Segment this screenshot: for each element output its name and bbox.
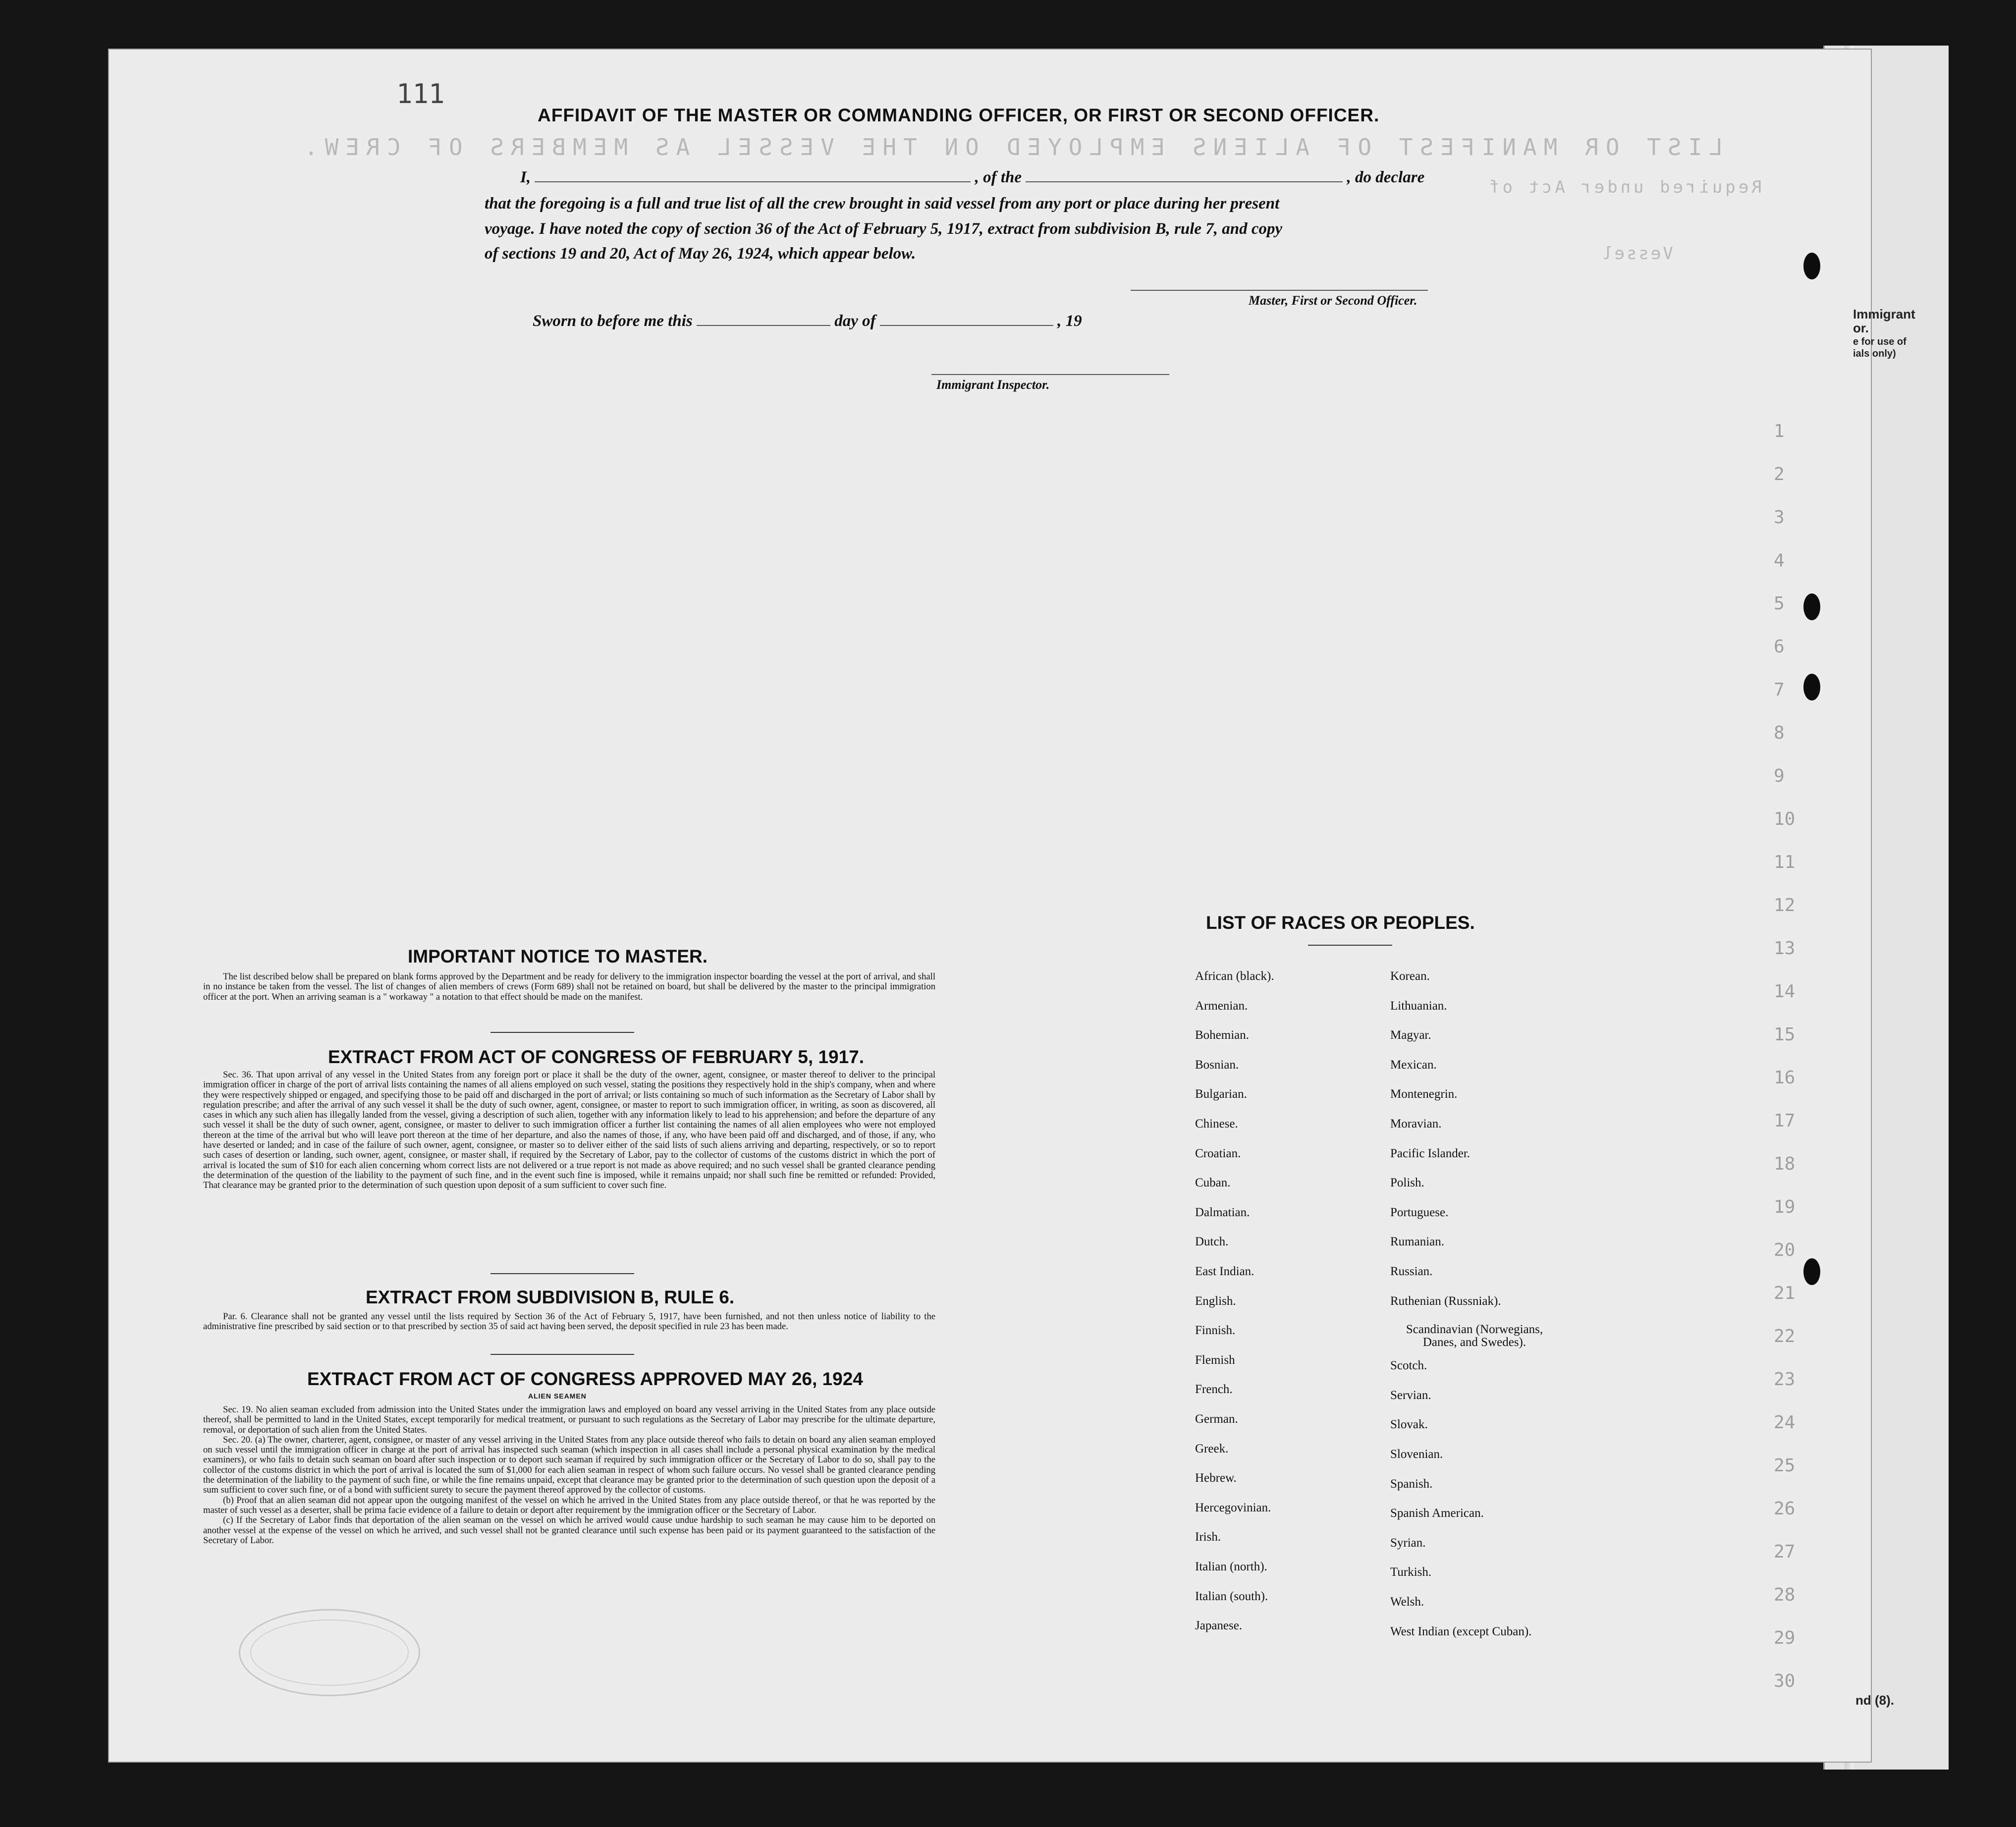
side-note-officials: ials only) — [1853, 348, 1896, 359]
punch-hole — [1803, 593, 1820, 620]
paragraph-6: Par. 6. Clearance shall not be granted any vessel until the lists required by Section 36 of the Act of February 5, 1917, have been furnished, and not then unless notice of liability to the administrative fine prescribed by said section or to that prescribed by section 35 of said act having been served, the deposit specified in rule 23 has been made. — [203, 1311, 935, 1332]
bleed-through-row-number: 30 — [1774, 1671, 1796, 1691]
race-item: Welsh. — [1390, 1595, 1424, 1609]
race-item: Scotch. — [1390, 1359, 1427, 1373]
bleed-through-row-number: 15 — [1774, 1024, 1796, 1045]
sworn-label: Sworn to before me this — [533, 312, 693, 330]
i-label: I, — [520, 168, 531, 186]
race-item: Hercegovinian. — [1195, 1501, 1271, 1514]
divider — [490, 1354, 634, 1355]
inspector-caption: Immigrant Inspector. — [936, 377, 1050, 392]
bleed-through-row-number: 11 — [1774, 852, 1796, 872]
race-item: Magyar. — [1390, 1028, 1431, 1042]
sworn-month-blank[interactable] — [880, 325, 1053, 326]
race-item: Turkish. — [1390, 1565, 1432, 1579]
bleed-through-vessel: Vessel — [1600, 244, 1673, 264]
race-item: Montenegrin. — [1390, 1087, 1458, 1101]
race-item: Ruthenian (Russniak). — [1390, 1294, 1501, 1308]
bleed-through-row-number: 26 — [1774, 1499, 1796, 1519]
rule-6-title: EXTRACT FROM SUBDIVISION B, RULE 6. — [366, 1287, 735, 1307]
races-title: LIST OF RACES OR PEOPLES. — [1206, 913, 1475, 933]
race-item: Russian. — [1390, 1265, 1433, 1278]
vessel-name-blank[interactable] — [1026, 181, 1343, 182]
race-item: Spanish. — [1390, 1477, 1433, 1491]
affidavit-line-3: voyage. I have noted the copy of section 36 of the Act of February 5, 1917, extract from subdivision B, rule 7, and copy — [485, 220, 1283, 238]
bleed-through-header: LIST OR MANIFEST OF ALIENS EMPLOYED ON THE VESSEL AS MEMBERS OF CREW. — [297, 134, 1723, 161]
punch-hole — [1803, 674, 1820, 700]
sheet-number: 111 — [396, 78, 445, 109]
race-item: Italian (north). — [1195, 1560, 1267, 1573]
bleed-through-row-number: 8 — [1774, 723, 1785, 743]
section-36-paragraph: Sec. 36. That upon arrival of any vessel in the United States from any foreign port or place it shall be the duty of the owner, agent, consignee, or master thereof to deliver to the principal immigration officer in charge of the port of arrival lists containing the names of all aliens employed on such vessel, stating the positions they respectively hold in the ship's company, when and where they were respectively shipped or engaged, and specifying those to be paid off and discharged in the port of arrival; or lists containing so much of such information as the Secretary of Labor shall by regulation prescribe; and after the arrival of any such vessel it shall be the duty of such owner, agent, consignee, or master to report to such immigration officer, in writing, as soon as discovered, all cases in which any such alien has illegally landed from the vessel, giving a description of such alien, together with any information likely to lead to his apprehension; and before the departure of any such vessel it shall be the duty of such owner, agent, consignee, or master to deliver to such immigration officer a further list containing the names of all alien employees who were not employed thereon at the time of the arrival but who will leave port thereon at the time of her departure, and also the names of those, if any, who have been paid off and discharged, and of those, if any, who have deserted or landed; and in case of the failure of such owner, agent, consignee, or master so to deliver either of the said lists of such aliens arriving and departing, respectively, or so to report such cases of desertion or landing, such owner, agent, consignee, or master shall, if required by the Secretary of Labor, pay to the collector of customs of the customs district in which the port of arrival is located the sum of $10 for each alien concerning whom correct lists are not delivered or a true report is not made as above required; and no such vessel shall be granted clearance pending the determination of the question of the liability to the payment of such fine, and in the event such fine is imposed, while it remains unpaid; nor shall such fine be remitted or refunded: Provided, That clearance may be granted prior to the determination of such question upon deposit of a sum sufficient to cover such fine. — [203, 1070, 935, 1191]
race-item: Spanish American. — [1390, 1506, 1484, 1520]
race-item: Rumanian. — [1390, 1235, 1445, 1249]
bleed-through-row-number: 20 — [1774, 1240, 1796, 1260]
bleed-through-row-number: 17 — [1774, 1111, 1796, 1131]
side-note-immigrant: Immigrant — [1853, 307, 1915, 322]
bleed-through-row-number: 10 — [1774, 809, 1796, 829]
race-item: English. — [1195, 1294, 1236, 1308]
divider — [490, 1273, 634, 1274]
race-item: Bosnian. — [1195, 1058, 1239, 1072]
race-item: Servian. — [1390, 1388, 1431, 1402]
day-of-label: day of — [834, 312, 876, 330]
race-item: Pacific Islander. — [1390, 1146, 1471, 1160]
section-20a-paragraph: Sec. 20. (a) The owner, charterer, agent, consignee, or master of any vessel arriving in the United States from any place outside thereof who fails to detain on board any alien seaman employed on such vessel until the immigration officer in charge at the port of arrival has inspected such seaman (which inspection in all cases shall include a personal physical examination by the medical examiners), or who fails to detain such seaman on board after such inspection or to deport such seaman if required by such immigration officer or the Secretary of Labor to do so, shall pay to the collector of the customs district in which the port of arrival is located the sum of $1,000 for each alien seaman in respect of whom such failure occurs. No vessel shall be granted clearance pending the determination of the liability to the payment of such fine, or while the fine remains unpaid, except that clearance may be granted prior to the determination of such question upon the deposit of a sum sufficient to cover such fine, or of a bond with sufficient surety to secure the payment thereof approved by the collector of customs. — [203, 1434, 935, 1496]
bleed-through-row-number: 1 — [1774, 421, 1785, 441]
officer-signature-line[interactable] — [1131, 290, 1428, 291]
bleed-through-row-number: 19 — [1774, 1197, 1796, 1217]
bleed-through-required: Required under Act of — [1486, 177, 1762, 197]
notice-title: IMPORTANT NOTICE TO MASTER. — [408, 946, 708, 967]
affidavit-line-2: that the foregoing is a full and true list of all the crew brought in said vessel from any port or place during her present — [485, 195, 1280, 213]
bleed-through-row-number: 14 — [1774, 981, 1796, 1002]
section-20c-paragraph: (c) If the Secretary of Labor finds that deportation of the alien seaman on the vessel on which he arrived would cause undue hardship to such seaman he may cause him to be deported on another vessel at the expense of the vessel on which he arrived, and such vessel shall not be granted clearance until such expense has been paid or its payment guaranteed to the satisfaction of the Secretary of Labor. — [203, 1515, 935, 1546]
notice-paragraph: The list described below shall be prepared on blank forms approved by the Department and be ready for delivery to the immigration inspector boarding the vessel at the port of arrival, and shall in no instance be taken from the vessel. The list of changes of alien members of crews (Form 689) shall not be retained on board, but shall be delivered by the master to the principal immigration officer at the port. When an arriving seaman is a " workaway " a notation to that effect should be made on the manifest. — [203, 971, 935, 1002]
bleed-through-row-number: 28 — [1774, 1585, 1796, 1605]
affidavit-declaration-line — [520, 168, 1424, 187]
bleed-through-row-number: 3 — [1774, 507, 1785, 528]
alien-seamen-subtitle: ALIEN SEAMEN — [528, 1392, 587, 1400]
race-item: Slovenian. — [1390, 1448, 1443, 1461]
act-1917-title: EXTRACT FROM ACT OF CONGRESS OF FEBRUARY 5, 1917. — [328, 1047, 865, 1067]
race-item: Dutch. — [1195, 1235, 1229, 1249]
race-item: Finnish. — [1195, 1324, 1236, 1338]
rule-6-text — [203, 1312, 935, 1332]
bleed-through-row-number: 18 — [1774, 1154, 1796, 1174]
bleed-through-row-number: 4 — [1774, 550, 1785, 571]
race-item: Armenian. — [1195, 999, 1248, 1013]
race-item: German. — [1195, 1412, 1238, 1426]
act-1924-text — [203, 1405, 935, 1546]
race-item: Slovak. — [1390, 1418, 1428, 1432]
act-1924-title: EXTRACT FROM ACT OF CONGRESS APPROVED MAY 26, 1924 — [307, 1369, 863, 1389]
bleed-through-row-number: 21 — [1774, 1283, 1796, 1303]
bleed-through-row-number: 6 — [1774, 637, 1785, 657]
race-item: Flemish — [1195, 1353, 1235, 1367]
race-item: West Indian (except Cuban). — [1390, 1624, 1532, 1638]
race-item: East Indian. — [1195, 1265, 1254, 1278]
race-item: Scandinavian (Norwegians, Danes, and Swedes). — [1406, 1323, 1543, 1349]
race-item: Lithuanian. — [1390, 999, 1447, 1013]
do-declare-label: , do declare — [1347, 168, 1425, 186]
divider — [490, 1032, 634, 1033]
bleed-through-row-number: 7 — [1774, 680, 1785, 700]
punch-hole — [1803, 253, 1820, 279]
race-item: Polish. — [1390, 1176, 1424, 1190]
race-item: Bulgarian. — [1195, 1087, 1247, 1101]
race-item: Dalmatian. — [1195, 1205, 1250, 1219]
notice-text — [203, 972, 935, 1002]
side-note-or: or. — [1853, 321, 1869, 335]
inspector-signature-line[interactable] — [931, 374, 1169, 375]
race-item: Greek. — [1195, 1442, 1229, 1455]
bleed-through-row-number: 29 — [1774, 1628, 1796, 1648]
punch-hole — [1803, 1258, 1820, 1285]
affidavit-line-4: of sections 19 and 20, Act of May 26, 1924, which appear below. — [485, 245, 916, 263]
affidavit-title: AFFIDAVIT OF THE MASTER OR COMMANDING OFFICER, OR FIRST OR SECOND OFFICER. — [538, 105, 1380, 125]
side-note-footer: nd (8). — [1855, 1693, 1894, 1708]
bleed-through-row-number: 24 — [1774, 1412, 1796, 1433]
bleed-through-row-number: 5 — [1774, 593, 1785, 614]
sworn-day-blank[interactable] — [697, 325, 830, 326]
race-item: Korean. — [1390, 969, 1430, 983]
bleed-through-row-number: 25 — [1774, 1455, 1796, 1476]
bleed-through-row-number: 16 — [1774, 1068, 1796, 1088]
race-item: Japanese. — [1195, 1619, 1243, 1633]
section-20b-paragraph: (b) Proof that an alien seaman did not appear upon the outgoing manifest of the vessel on which he arrived in the United States from any place outside thereof, or that he was reported by the master of such vessel as a deserter, shall be prima facie evidence of a failure to detain or deport after requirement by the immigration officer or the Secretary of Labor. — [203, 1495, 935, 1515]
race-item: Italian (south). — [1195, 1589, 1268, 1603]
act-1917-text — [203, 1070, 935, 1191]
race-item: Chinese. — [1195, 1117, 1238, 1130]
race-item: Moravian. — [1390, 1117, 1442, 1130]
race-item: Syrian. — [1390, 1536, 1426, 1550]
race-item: Bohemian. — [1195, 1028, 1250, 1042]
faint-port-stamp — [239, 1609, 420, 1696]
bleed-through-row-number: 2 — [1774, 464, 1785, 484]
officer-caption: Master, First or Second Officer. — [1249, 293, 1417, 308]
section-19-paragraph: Sec. 19. No alien seaman excluded from admission into the United States under the immigration laws and employed on board any vessel arriving in the United States from any place outside thereof, shall be permitted to land in the United States, except temporarily for medical treatment, or pursuant to such regulations as the Secretary of Labor may prescribe for the ultimate departure, removal, or deportation of such alien from the United States. — [203, 1404, 935, 1435]
of-the-label: , of the — [975, 168, 1022, 186]
race-item: African (black). — [1195, 969, 1274, 983]
bleed-through-row-number: 27 — [1774, 1542, 1796, 1562]
race-item: Hebrew. — [1195, 1471, 1237, 1485]
bleed-through-row-number: 12 — [1774, 895, 1796, 915]
bleed-through-row-number: 23 — [1774, 1369, 1796, 1390]
side-note-for-use: e for use of — [1853, 336, 1907, 347]
divider — [1308, 945, 1392, 946]
officer-name-blank[interactable] — [535, 181, 971, 182]
year-label: , 19 — [1057, 312, 1082, 330]
race-item: French. — [1195, 1383, 1233, 1397]
bleed-through-row-number: 9 — [1774, 766, 1785, 786]
sworn-line — [533, 312, 1082, 330]
race-item: Portuguese. — [1390, 1205, 1449, 1219]
race-item: Cuban. — [1195, 1176, 1231, 1190]
bleed-through-row-number: 22 — [1774, 1326, 1796, 1346]
race-item: Croatian. — [1195, 1146, 1241, 1160]
bleed-through-row-number: 13 — [1774, 938, 1796, 959]
race-item: Irish. — [1195, 1530, 1221, 1544]
race-item: Mexican. — [1390, 1058, 1437, 1072]
